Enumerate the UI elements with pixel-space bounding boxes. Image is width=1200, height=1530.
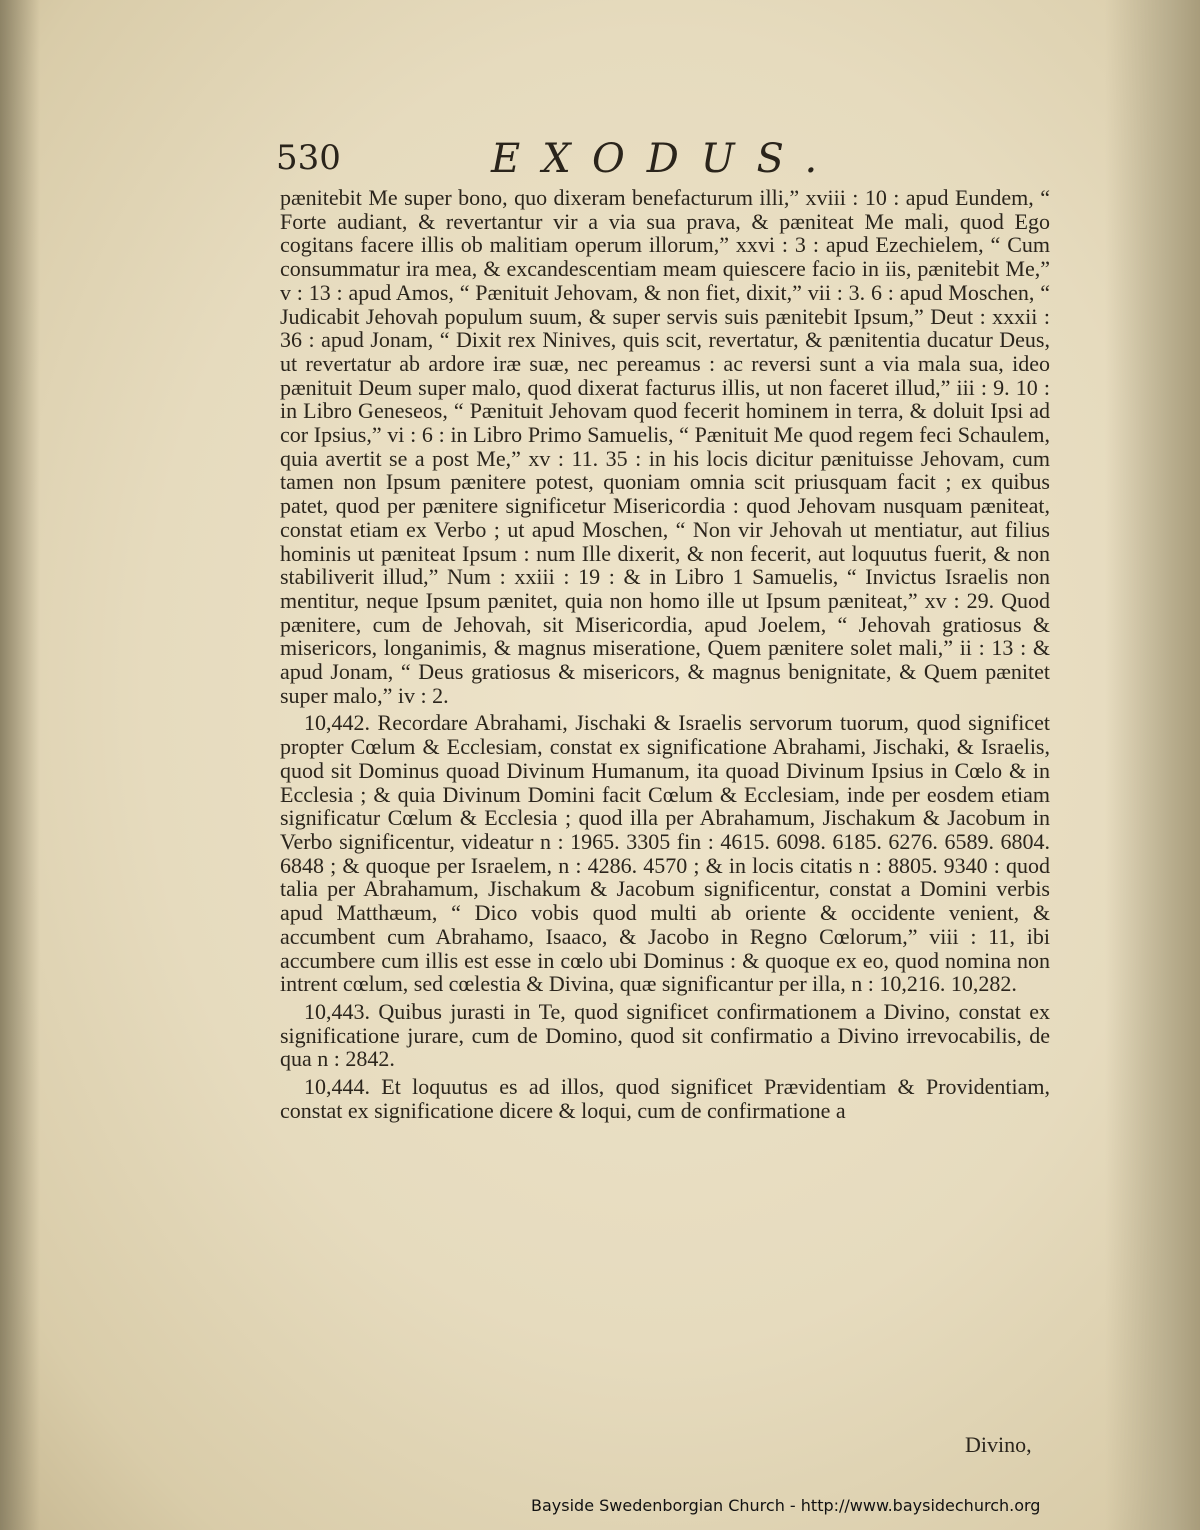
continuation-paragraph: pænitebit Me super bono, quo dixeram benefacturum illi,” xviii : 10 : apud Eundem, “ Forte audiant, & revertantur vir a via sua prava, & pæniteat Me mali, quod Ego cogitans facere illis ob malitiam operum illorum,” xxvi : 3 : apud Ezechielem, “ Cum consummatur ira mea, & excandescentiam meam quiescere facio in iis, pænitebit Me,” v : 13 : apud Amos, “ Pænituit Jehovam, & non fiet, dixit,” vii : 3. 6 : apud Moschen, “ Judicabit Jehovah populum suum, & super servis suis pænitebit Ipsum,” Deut : xxxii : 36 : apud Jonam, “ Dixit rex Ninives, quis scit, revertatur, & pænitentia ducatur Deus, ut revertatur ab ardore iræ suæ, nec pereamus : ac reversi sunt a via mala sua, ideo pænituit Deum super malo, quod dixerat facturus illis, ut non faceret illud,” iii : 9. 10 : in Libro Geneseos, “ Pænituit Jehovam quod fecerit hominem in terra, & doluit Ipsi ad cor Ipsius,” vi : 6 : in Libro Primo Samuelis, “ Pænituit Me quod regem feci Schaulem, quia avertit se a post Me,” xv : 11. 35 : in his locis dicitur pænituisse Jehovam, cum tamen non Ipsum pænitere potest, quoniam omnia scit priusquam facit ; ex quibus patet, quod per pænitere significetur Misericordia : quod Jehovam nusquam pæniteat, constat etiam ex Verbo ; ut apud Moschen, “ Non vir Jehovah ut mentiatur, aut filius hominis ut pæniteat Ipsum : num Ille dixerit, & non fecerit, aut loquutus fuerit, & non stabiliverit illud,” Num : xxiii : 19 : & in Libro 1 Samuelis, “ Invictus Israelis non mentitur, neque Ipsum pænitet, quia non homo ille ut Ipsum pæniteat,” xv : 29. Quod pænitere, cum de Jehovah, sit Misericordia, apud Joelem, “ Jehovah gratiosus & misericors, longanimis, & magnus miseratione, Quem pænitere solet mali,” ii : 13 : & apud Jonam, “ Deus gratiosus & misericors, & magnus benignitate, & Quem pænitet super malo,” iv : 2. [280,185,1050,708]
paragraph-10442: 10,442. Recordare Abrahami, Jischaki & Israelis servorum tuorum, quod significet propter Cœlum & Ecclesiam, constat ex significatione Abrahami, Jischaki, & Israelis, quod sit Dominus quoad Divinum Humanum, ita quoad Divinum Ipsius in Cœlo & in Ecclesia ; & quia Divinum Domini facit Cœlum & Ecclesiam, inde per eosdem etiam significatur Cœlum & Ecclesia ; quod illa per Abrahamum, Jischakum & Jacobum in Verbo significentur, videatur n : 1965. 3305 fin : 4615. 6098. 6185. 6276. 6589. 6804. 6848 ; & quoque per Israelem, n : 4286. 4570 ; & in locis citatis n : 8805. 9340 : quod talia per Abrahamum, Jischakum & Jacobum significentur, constat a Domini verbis apud Matthæum, “ Dico vobis quod multi ab oriente & occidente venient, & accumbent cum Abrahamo, Isaaco, & Jacobo in Regno Cœlorum,” viii : 11, ibi accumbere cum illis est esse in cœlo ubi Dominus : & quoque ex eo, quod nomina non intrent cœlum, sed cœlestia & Divina, quæ significantur per illa, n : 10,216. 10,282. [280,710,1050,997]
page-number: 530 [276,138,341,178]
binding-shadow [0,0,40,1530]
footer-credit: Bayside Swedenborgian Church - http://www.baysidechurch.org [531,1496,1041,1515]
body-text [280,186,1050,1122]
page-edge-shadow [1105,0,1200,1530]
paragraph-10443: 10,443. Quibus jurasti in Te, quod significet confirmationem a Divino, constat ex significatione jurare, cum de Domino, quod sit confirmatio a Divino irrevocabilis, de qua n : 2842. [280,998,1050,1072]
page-header [276,132,856,182]
running-title: EXODUS. [491,136,840,182]
catchword: Divino, [965,1432,1032,1457]
paragraph-10444: 10,444. Et loquutus es ad illos, quod significet Prævidentiam & Providentiam, constat ex significatione dicere & loqui, cum de confirmatione a [280,1074,1050,1123]
